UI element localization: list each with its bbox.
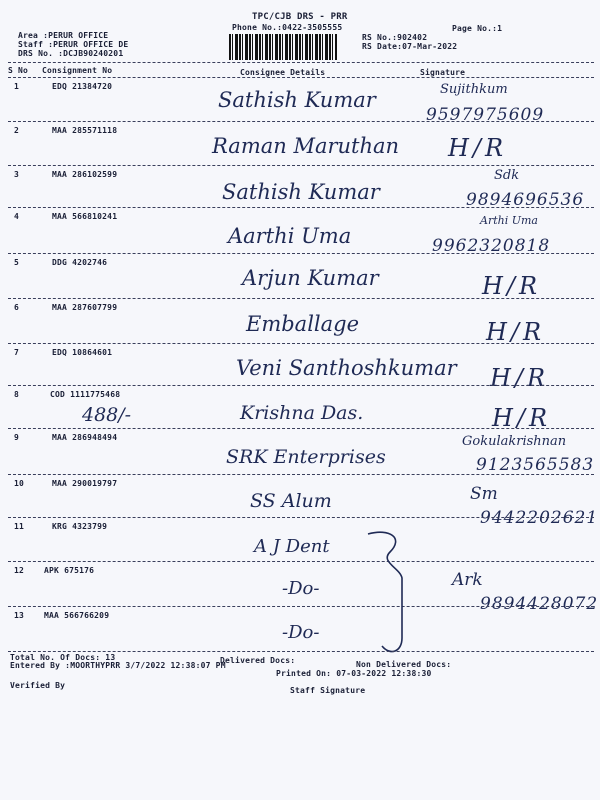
row-consignee: Krishna Das.	[240, 402, 364, 424]
row-consignment: KRG 4323799	[52, 522, 108, 531]
staff-label: Staff :PERUR OFFICE DE	[18, 40, 129, 49]
row-consignee: A J Dent	[254, 536, 330, 557]
row-divider	[8, 298, 594, 299]
row-consignee: Aarthi Uma	[228, 224, 352, 248]
row-phone: 9442202621	[480, 508, 599, 528]
cod-amount: 488/-	[82, 404, 132, 426]
row-signature: Arthi Uma	[480, 214, 538, 227]
delivered-docs: Delivered Docs:	[220, 656, 296, 665]
row-consignee: Sathish Kumar	[218, 88, 376, 112]
row-divider	[8, 428, 594, 429]
staff-signature: Staff Signature	[290, 686, 366, 695]
row-sno: 5	[14, 258, 20, 267]
row-consignee: Sathish Kumar	[222, 180, 380, 204]
row-consignee: SRK Enterprises	[226, 446, 386, 468]
row-consignee: -Do-	[282, 578, 320, 599]
row-divider	[8, 474, 594, 475]
verified-by: Verified By	[10, 681, 66, 690]
entered-by: Entered By :MOORTHYPRR 3/7/2022 12:38:07 PM	[10, 661, 226, 670]
non-delivered-docs: Non Delivered Docs:	[356, 660, 452, 669]
row-phone: 9123565583	[476, 455, 595, 475]
row-divider	[8, 253, 594, 254]
row-signature: Ark	[452, 570, 483, 590]
row-sno: 4	[14, 212, 20, 221]
row-divider	[8, 121, 594, 122]
drs-number: DRS No. :DCJB90240201	[18, 49, 124, 58]
row-consignment: DDG 4202746	[52, 258, 108, 267]
row-phone: 9597975609	[426, 105, 545, 125]
area-label: Area :PERUR OFFICE	[18, 31, 109, 40]
row-signature: Sdk	[494, 168, 520, 183]
row-sno: 7	[14, 348, 20, 357]
barcode	[229, 34, 337, 60]
row-consignee: -Do-	[282, 622, 320, 643]
col-consignment: Consignment No	[42, 66, 113, 75]
row-sno: 8	[14, 390, 20, 399]
rs-date: RS Date:07-Mar-2022	[362, 42, 458, 51]
row-consignment: EDQ 21384720	[52, 82, 113, 91]
row-consignment: MAA 566810241	[52, 212, 118, 221]
row-divider	[8, 207, 594, 208]
row-consignee: Veni Santhoshkumar	[236, 356, 457, 380]
row-sno: 11	[14, 522, 25, 531]
row-divider	[8, 517, 594, 518]
row-consignment: MAA 290019797	[52, 479, 118, 488]
row-sno: 2	[14, 126, 20, 135]
row-consignee: Emballage	[246, 312, 360, 336]
total-docs: Total No. Of Docs: 13	[10, 653, 116, 662]
row-divider	[8, 165, 594, 166]
row-sno: 12	[14, 566, 25, 575]
row-signature: Sm	[470, 484, 498, 504]
row-divider	[8, 385, 594, 386]
row-consignment: MAA 287607799	[52, 303, 118, 312]
row-signature: H/R	[492, 404, 552, 432]
row-divider	[8, 561, 594, 562]
row-phone: 9894428072	[480, 594, 599, 614]
row-divider	[8, 606, 594, 607]
col-consignee: Consignee Details	[240, 68, 326, 77]
sheet-title: TPC/CJB DRS - PRR	[252, 12, 348, 22]
header-divider	[8, 62, 594, 63]
row-sno: 1	[14, 82, 20, 91]
row-signature: H/R	[486, 318, 546, 346]
row-phone: 9962320818	[432, 236, 551, 256]
row-consignment: APK 675176	[44, 566, 95, 575]
row-consignment: MAA 566766209	[44, 611, 110, 620]
page-number: Page No.:1	[452, 24, 503, 33]
row-consignment: EDQ 10864601	[52, 348, 113, 357]
row-sno: 9	[14, 433, 20, 442]
row-consignee: Raman Maruthan	[212, 134, 400, 158]
footer-divider	[8, 651, 594, 652]
row-signature: Sujithkum	[440, 82, 508, 97]
row-consignment: MAA 286102599	[52, 170, 118, 179]
row-signature: H/R	[490, 364, 550, 392]
row-consignment: COD 1111775468	[50, 390, 121, 399]
row-divider	[8, 343, 594, 344]
row-sno: 13	[14, 611, 25, 620]
row-signature: Gokulakrishnan	[462, 434, 567, 449]
rs-number: RS No.:902402	[362, 33, 428, 42]
printed-on: Printed On: 07-03-2022 12:38:30	[276, 669, 432, 678]
row-consignee: Arjun Kumar	[242, 266, 379, 290]
row-consignment: MAA 285571118	[52, 126, 118, 135]
row-signature: H/R	[482, 272, 542, 300]
row-phone: 9894696536	[466, 190, 585, 210]
handwritten-brace	[360, 528, 420, 658]
col-signature: Signature	[420, 68, 466, 77]
column-divider	[8, 77, 594, 78]
row-signature: H/R	[448, 134, 508, 162]
col-sno: S No	[8, 66, 29, 75]
row-sno: 3	[14, 170, 20, 179]
row-consignee: SS Alum	[250, 490, 332, 512]
row-consignment: MAA 286948494	[52, 433, 118, 442]
row-sno: 6	[14, 303, 20, 312]
row-sno: 10	[14, 479, 25, 488]
phone-number: Phone No.:0422-3505555	[232, 23, 343, 32]
